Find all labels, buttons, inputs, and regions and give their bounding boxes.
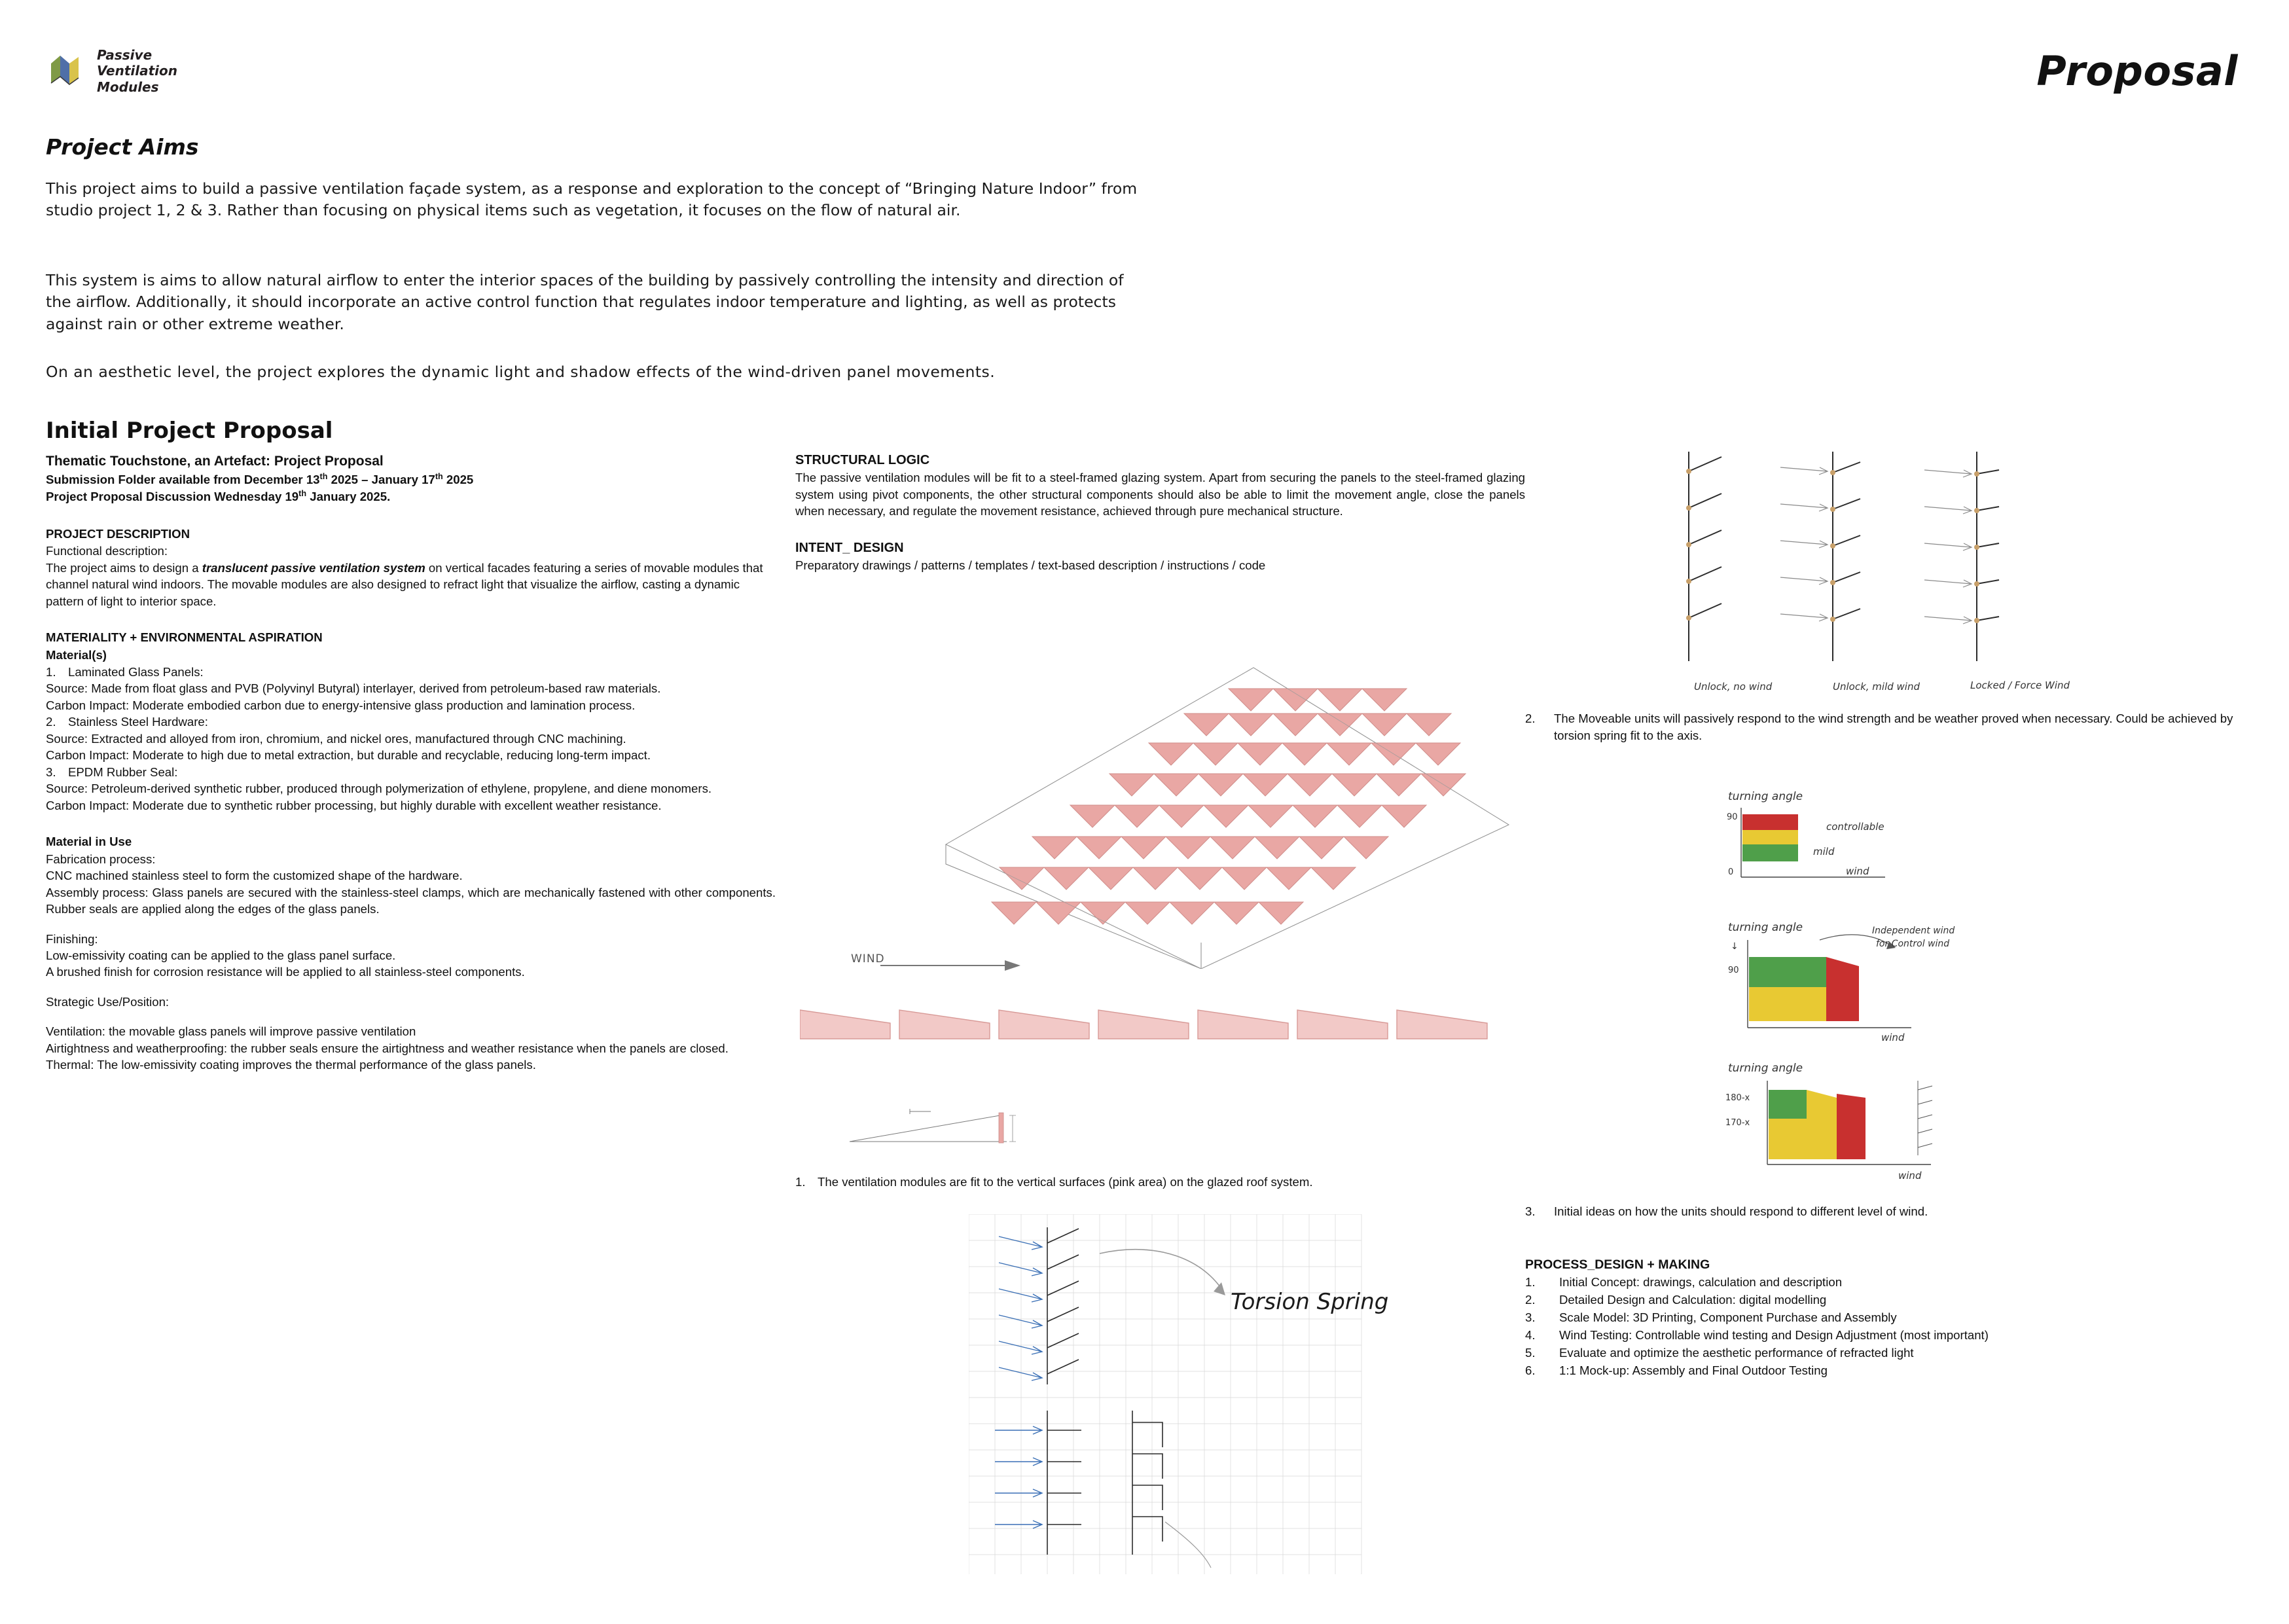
- process-item-number: 1.: [1525, 1275, 1536, 1290]
- process-item-number: 4.: [1525, 1328, 1536, 1343]
- structural-logic-heading: STRUCTURAL LOGIC: [795, 453, 930, 467]
- material-in-use-heading: Material in Use: [46, 835, 132, 849]
- isometric-roof-diagram: [795, 628, 1528, 969]
- process-item-text: 1:1 Mock-up: Assembly and Final Outdoor Testing: [1559, 1363, 1828, 1378]
- finishing-line-1: Low-emissivity coating can be applied to the glass panel surface.: [46, 948, 396, 962]
- intent-design-heading: INTENT_ DESIGN: [795, 540, 904, 555]
- process-item: [1525, 1309, 2239, 1327]
- finishing-label: Finishing:: [46, 931, 98, 946]
- discussion-pre: Project Proposal Discussion Wednesday 19: [46, 490, 299, 504]
- svg-text:wind: wind: [1898, 1170, 1922, 1182]
- material-name: Laminated Glass Panels:: [68, 665, 204, 679]
- strategic-line-3: Thermal: The low-emissivity coating improves the thermal performance of the glass panels.: [46, 1058, 536, 1072]
- svg-text:controllable: controllable: [1826, 821, 1884, 833]
- caption-1-text: The ventilation modules are fit to the vertical surfaces (pink area) on the glazed roof system.: [818, 1175, 1313, 1189]
- intent-design-text: Preparatory drawings / patterns / templates / text-based description / instructions / code: [795, 558, 1266, 573]
- process-item: [1525, 1291, 2239, 1309]
- caption-3-text: Initial ideas on how the units should respond to different level of wind.: [1554, 1204, 1928, 1218]
- logo-block: [47, 47, 177, 95]
- pd-emphasis: translucent passive ventilation system: [202, 560, 425, 575]
- materiality-heading: MATERIALITY + ENVIRONMENTAL ASPIRATION: [46, 630, 323, 645]
- svg-text:turning angle: turning angle: [1728, 921, 1803, 934]
- strategic-label: Strategic Use/Position:: [46, 994, 170, 1009]
- functional-description-label: Functional description:: [46, 544, 168, 558]
- process-item-number: 2.: [1525, 1293, 1536, 1307]
- project-aims-heading: Project Aims: [46, 134, 199, 160]
- thematic-touchstone-title: Thematic Touchstone, an Artefact: Project Proposal: [46, 454, 384, 469]
- material-carbon: Carbon Impact: Moderate due to synthetic rubber processing, but highly durable with excellent weather resistance.: [46, 798, 662, 812]
- discussion-post: January 2025.: [306, 490, 391, 504]
- process-design-heading: PROCESS_DESIGN + MAKING: [1525, 1257, 1710, 1272]
- logo-line-1: Passive: [97, 47, 153, 63]
- pd-pre: The project aims to design a: [46, 560, 202, 575]
- project-aims-paragraph-2: This system is aims to allow natural airflow to enter the interior spaces of the building by passively controlling the intensity and direction of the airflow. Additionally, it should incorporate an active control function that regulates indoor temperature and lighting, as well as protects against rain or other extreme weather.: [46, 271, 1124, 333]
- submission-post: 2025: [442, 473, 474, 486]
- discussion-sup: th: [298, 489, 307, 499]
- fabrication-text: CNC machined stainless steel to form the customized shape of the hardware.: [46, 869, 463, 883]
- material-name: Stainless Steel Hardware:: [68, 715, 208, 729]
- process-item-text: Scale Model: 3D Printing, Component Purchase and Assembly: [1559, 1310, 1897, 1325]
- torsion-spring-sketch: [969, 1214, 1492, 1574]
- panel-section-detail: [844, 1100, 1028, 1155]
- strategic-line-2: Airtightness and weatherproofing: the rubber seals ensure the airtightness and weather resistance when the panels are closed.: [46, 1041, 729, 1055]
- material-index: 3.: [46, 765, 56, 779]
- process-item-text: Evaluate and optimize the aesthetic performance of refracted light: [1559, 1346, 1914, 1360]
- pd-post: on vertical facades featuring a series of movable modules that channel natural wind indoors. The movable modules are also designed to refract light that visualize the airflow, casting a dynamic pattern of light to interior space.: [46, 560, 763, 608]
- material-name: EPDM Rubber Seal:: [68, 765, 178, 779]
- submission-sup-2: th: [435, 471, 443, 481]
- logo-line-3: Modules: [97, 79, 159, 95]
- process-item: [1525, 1327, 2239, 1344]
- material-item: [46, 664, 776, 680]
- wind-arrow-icon: [880, 952, 1024, 979]
- sketch-label-unlock-no-wind: Unlock, no wind: [1694, 681, 1773, 693]
- panel-response-sketches: [1649, 445, 2082, 687]
- process-design-block: [1525, 1255, 2239, 1380]
- spring-label-text: Torsion Spring: [1231, 1289, 1389, 1315]
- logo-icon: [47, 50, 88, 92]
- svg-text:170-x: 170-x: [1725, 1118, 1750, 1128]
- material-item: [46, 713, 776, 730]
- svg-text:90: 90: [1727, 812, 1738, 822]
- assembly-text: Assembly process: Glass panels are secured with the stainless-steel clamps, which are mechanically fastened with other components. Rubber seals are applied along the edges of the glass panels.: [46, 885, 776, 916]
- process-item-number: 6.: [1525, 1363, 1536, 1378]
- svg-text:0: 0: [1728, 867, 1734, 877]
- project-description-text: [46, 560, 776, 609]
- project-aims-paragraph-1: This project aims to build a passive ventilation façade system, as a response and exploration to the concept of “Bringing Nature Indoor” from studio project 1, 2 & 3. Rather than focusing on physical items such as vegetation, it focuses on the flow of natural air.: [46, 179, 1138, 220]
- svg-text:90: 90: [1728, 965, 1739, 975]
- strategic-line-1: Ventilation: the movable glass panels will improve passive ventilation: [46, 1024, 416, 1039]
- fabrication-label: Fabrication process:: [46, 852, 156, 866]
- process-item-number: 3.: [1525, 1310, 1536, 1325]
- page-title: Proposal: [2036, 47, 2238, 95]
- finishing-line-2: A brushed finish for corrosion resistance will be applied to all stainless-steel components.: [46, 965, 525, 979]
- caption-2: [1525, 710, 2239, 744]
- caption-1-number: 1.: [795, 1175, 806, 1189]
- submission-mid: 2025 – January 17: [327, 473, 435, 486]
- project-aims-paragraph-3: On an aesthetic level, the project explores the dynamic light and shadow effects of the wind-driven panel movements.: [46, 363, 996, 381]
- material-carbon: Carbon Impact: Moderate to high due to metal extraction, but durable and recyclable, reducing long-term impact.: [46, 748, 651, 763]
- svg-text:180-x: 180-x: [1725, 1093, 1750, 1103]
- svg-text:wind: wind: [1846, 865, 1869, 877]
- caption-2-number: 2.: [1525, 712, 1536, 725]
- caption-3-number: 3.: [1525, 1204, 1536, 1218]
- material-item: [46, 764, 776, 780]
- sketch-label-unlock-mild-wind: Unlock, mild wind: [1833, 681, 1920, 693]
- material-index: 1.: [46, 665, 56, 679]
- logo-text: [97, 47, 177, 95]
- submission-folder-line: [46, 471, 776, 489]
- process-item: [1525, 1362, 2239, 1380]
- wind-angle-response-sketches: [1721, 785, 2127, 1191]
- svg-text:turning angle: turning angle: [1728, 790, 1803, 803]
- sketch-label-locked-force-wind: Locked / Force Wind: [1970, 679, 2070, 691]
- left-text-column: [46, 452, 776, 1074]
- svg-text:turning angle: turning angle: [1728, 1062, 1803, 1075]
- discussion-line: [46, 488, 776, 506]
- caption-3: [1525, 1204, 2239, 1219]
- process-item-text: Wind Testing: Controllable wind testing and Design Adjustment (most important): [1559, 1328, 1989, 1343]
- process-item-text: Initial Concept: drawings, calculation and description: [1559, 1275, 1843, 1290]
- submission-sup-1: th: [319, 471, 328, 481]
- svg-text:for Control wind: for Control wind: [1876, 939, 1950, 949]
- material-source: Source: Petroleum-derived synthetic rubber, produced through polymerization of ethylene, propylene, and diene monomers.: [46, 782, 712, 796]
- middle-text-column: [795, 452, 1525, 574]
- process-item-text: Detailed Design and Calculation: digital modelling: [1559, 1293, 1827, 1307]
- submission-pre: Submission Folder available from December 13: [46, 473, 320, 486]
- materials-subheading: Material(s): [46, 647, 107, 662]
- structural-logic-text: The passive ventilation modules will be fit to a steel-framed glazing system. Apart from securing the panels to the steel-framed glazing system using pivot components, the other structural components should also be able to limit the movement angle, close the panels when necessary, and regulate the movement resistance, achieved through pure mechanical structure.: [795, 471, 1525, 518]
- process-item-number: 5.: [1525, 1346, 1536, 1360]
- process-item: [1525, 1274, 2239, 1291]
- svg-text:mild: mild: [1813, 846, 1835, 857]
- material-source: Source: Made from float glass and PVB (Polyvinyl Butyral) interlayer, derived from petroleum-based raw materials.: [46, 681, 661, 696]
- project-description-heading: PROJECT DESCRIPTION: [46, 526, 190, 541]
- material-index: 2.: [46, 715, 56, 729]
- wind-label: WIND: [851, 952, 885, 965]
- svg-text:↓: ↓: [1731, 941, 1739, 952]
- process-item: [1525, 1344, 2239, 1362]
- caption-1: [795, 1175, 1535, 1189]
- svg-text:wind: wind: [1881, 1032, 1905, 1043]
- material-carbon: Carbon Impact: Moderate embodied carbon due to energy-intensive glass production and lamination process.: [46, 698, 636, 712]
- initial-project-proposal-heading: Initial Project Proposal: [46, 418, 333, 444]
- caption-2-text: The Moveable units will passively respond to the wind strength and be weather proved when necessary. Could be achieved by torsion spring fit to the axis.: [1554, 712, 2233, 742]
- sawtooth-section-diagram: [800, 985, 1533, 1044]
- logo-line-2: Ventilation: [97, 63, 177, 79]
- svg-text:Independent wind: Independent wind: [1872, 926, 1955, 936]
- material-source: Source: Extracted and alloyed from iron, chromium, and nickel ores, manufactured through CNC machining.: [46, 731, 626, 746]
